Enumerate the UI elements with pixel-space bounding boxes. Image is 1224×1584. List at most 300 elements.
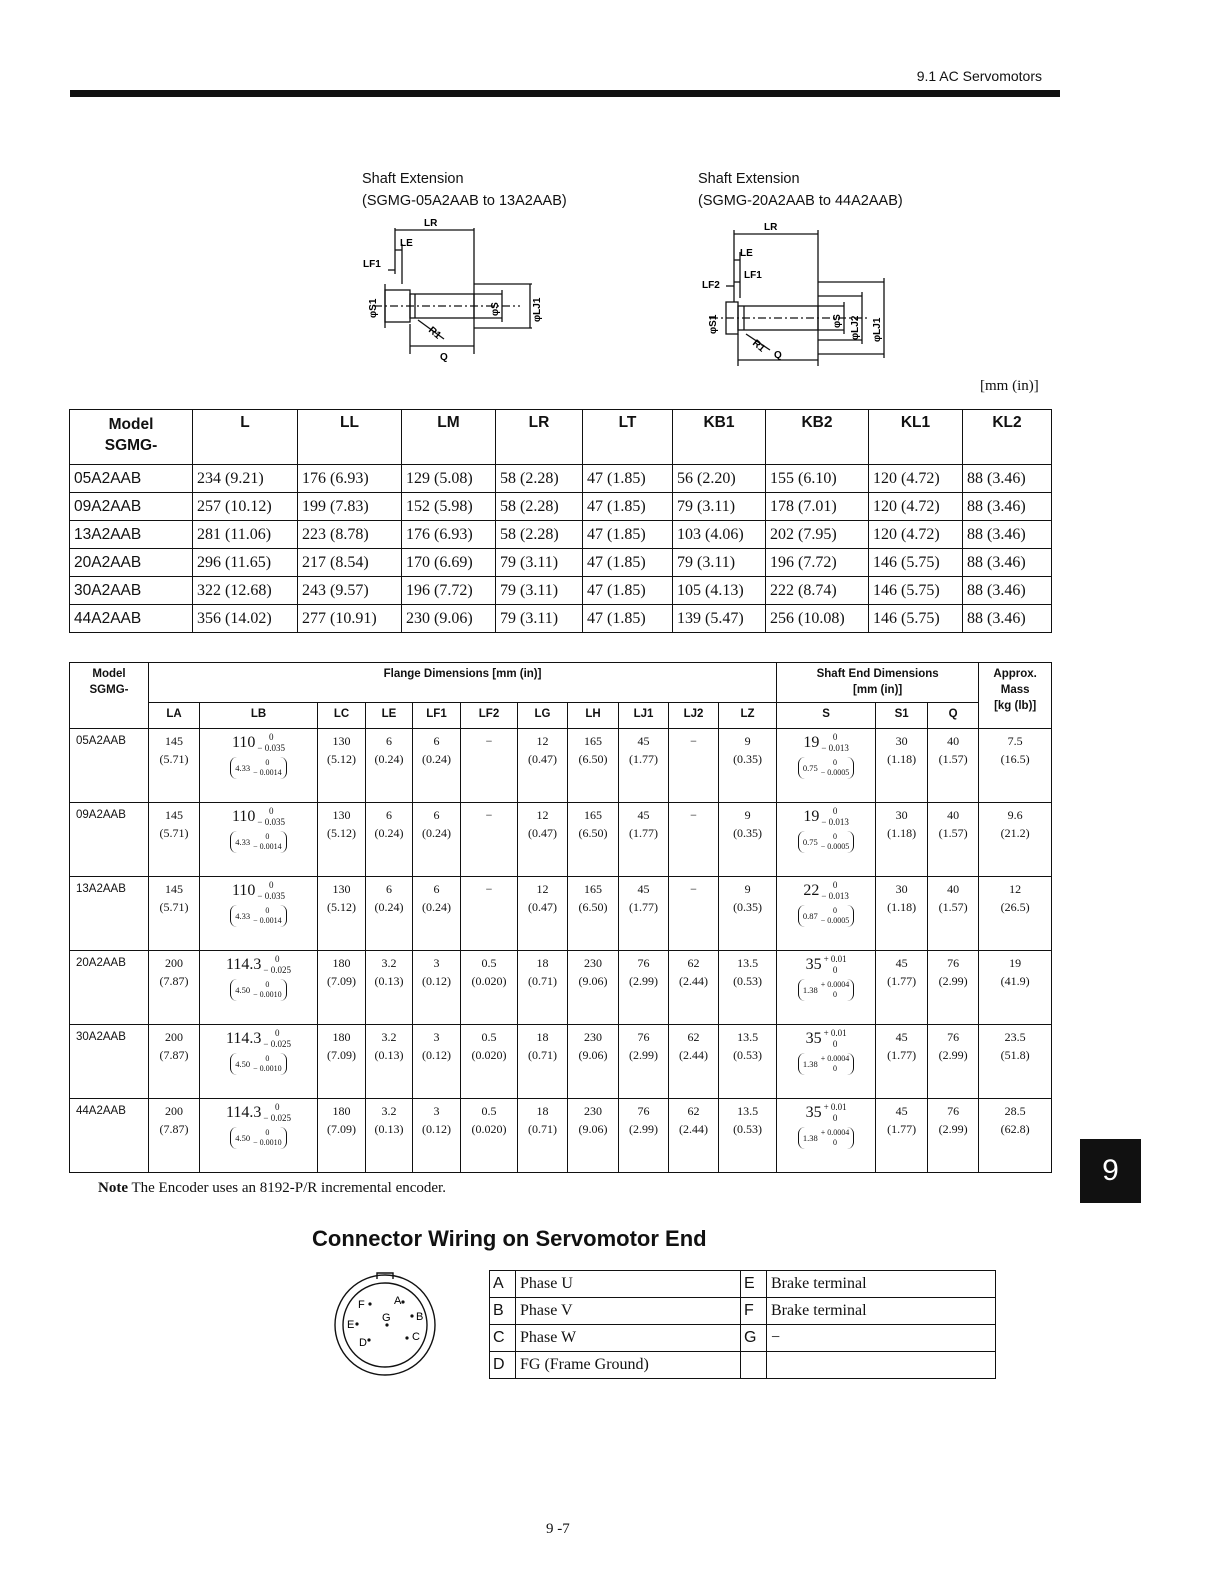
lf1-cell: 6 (0.24)	[413, 729, 461, 803]
lb-lower-in: − 0.0010	[253, 1138, 282, 1147]
dimensions-row	[70, 465, 1052, 493]
lj2-cell: −	[669, 803, 719, 877]
shaft-group-header: Shaft End Dimensions [mm (in)]	[777, 663, 979, 703]
connector-pin-g: G	[382, 1312, 391, 1324]
dimension-cell: 230 (9.06)	[402, 605, 496, 633]
lb-lower: − 0.035	[257, 891, 285, 901]
s-limits	[821, 806, 849, 828]
dimension-cell: 146 (5.75)	[869, 549, 963, 577]
model-cell: 20A2AAB	[70, 549, 193, 577]
lb-limits	[263, 954, 291, 976]
lz-cell: 9 (0.35)	[719, 729, 777, 803]
dimensions-row	[70, 549, 1052, 577]
lb-lower: − 0.025	[263, 965, 291, 975]
lb-tolerance-in-row	[235, 906, 281, 926]
dimension-cell: 79 (3.11)	[496, 577, 583, 605]
dimension-cell: 139 (5.47)	[673, 605, 766, 633]
lf1-cell: 6 (0.24)	[413, 803, 461, 877]
model-cell: 44A2AAB	[70, 605, 193, 633]
pin-letter: A	[490, 1271, 516, 1298]
s-lower: − 0.013	[821, 891, 849, 901]
dim-label-le-2: LE	[740, 248, 753, 259]
dim-label-lj2: φLJ2	[850, 315, 861, 340]
dimension-cell: 322 (12.68)	[193, 577, 298, 605]
dimension-cell: 196 (7.72)	[766, 549, 869, 577]
lb-nominal-in: 4.50	[235, 1132, 251, 1143]
figure-2-caption-line2: (SGMG-20A2AAB to 44A2AAB)	[698, 193, 903, 209]
lb-tolerance-in-row	[235, 1054, 281, 1074]
dimension-cell: 105 (4.13)	[673, 577, 766, 605]
s-tolerance-cell	[777, 1025, 876, 1099]
s-nominal-in: 1.38	[802, 984, 818, 995]
dim-label-s: φS	[490, 302, 501, 316]
dimension-cell: 47 (1.85)	[583, 577, 673, 605]
page-number: 9 -7	[546, 1521, 570, 1537]
s-upper-in: + 0.0004	[820, 980, 850, 989]
header-model: Model SGMG-	[70, 410, 193, 465]
dimension-cell: 47 (1.85)	[583, 549, 673, 577]
mass-cell: 19 (41.9)	[979, 951, 1052, 1025]
lb-tolerance-cell	[200, 1025, 318, 1099]
pin-letter: C	[490, 1325, 516, 1352]
s-upper-in: 0	[833, 758, 838, 767]
la-cell: 145 (5.71)	[149, 803, 200, 877]
s-lower: − 0.013	[821, 817, 849, 827]
lb-upper: 0	[274, 1028, 280, 1038]
dimension-cell: 79 (3.11)	[673, 549, 766, 577]
lj2-cell: 62 (2.44)	[669, 951, 719, 1025]
s-nominal: 19	[803, 808, 820, 825]
dimension-cell: 176 (6.93)	[298, 465, 402, 493]
lb-nominal: 114.3	[226, 956, 262, 973]
pin-letter: G	[741, 1325, 767, 1352]
model-cell: 13A2AAB	[70, 877, 149, 951]
dimension-cell: 120 (4.72)	[869, 493, 963, 521]
le-cell: 3.2 (0.13)	[366, 1025, 413, 1099]
lz-cell: 13.5 (0.53)	[719, 1099, 777, 1173]
header-lr: LR	[496, 410, 583, 465]
subheader-q: Q	[928, 703, 979, 729]
lb-upper: 0	[274, 954, 280, 964]
s-limits-in	[821, 980, 850, 1000]
subheader-lf1: LF1	[413, 703, 461, 729]
subheader-lg: LG	[518, 703, 568, 729]
dimension-cell: 79 (3.11)	[496, 549, 583, 577]
pin-description: Brake terminal	[767, 1298, 996, 1325]
lb-tolerance-in	[230, 757, 286, 779]
la-cell: 145 (5.71)	[149, 729, 200, 803]
flange-row	[70, 729, 1052, 803]
s-nominal: 19	[803, 734, 820, 751]
dim-label-lr-2: LR	[764, 222, 778, 233]
figure-2-caption	[698, 168, 903, 212]
lb-tolerance-cell	[200, 729, 318, 803]
flange-subheader-row	[70, 703, 1052, 729]
dim-label-lr: LR	[424, 218, 438, 229]
s-tolerance-cell	[777, 803, 876, 877]
subheader-le: LE	[366, 703, 413, 729]
flange-row	[70, 803, 1052, 877]
lb-limits-in	[253, 832, 282, 852]
dim-label-lf1: LF1	[363, 259, 381, 270]
dimension-cell: 79 (3.11)	[496, 605, 583, 633]
lb-nominal: 110	[232, 734, 256, 751]
lb-tolerance-mm	[201, 1102, 316, 1124]
s-tolerance-cell	[777, 951, 876, 1025]
s-limits-in	[821, 832, 850, 852]
dim-label-s1: φS1	[368, 298, 379, 318]
q-cell: 40 (1.57)	[928, 803, 979, 877]
connector-pin-e: E	[347, 1319, 355, 1331]
dim-label-r1: R1	[426, 324, 443, 342]
note-text: The Encoder uses an 8192-P/R incremental encoder.	[131, 1180, 446, 1196]
lf2-cell: 0.5 (0.020)	[461, 1025, 518, 1099]
lb-limits	[257, 880, 285, 902]
s-nominal: 35	[805, 1030, 822, 1047]
note-label: Note	[98, 1180, 128, 1196]
s-upper-in: + 0.0004	[820, 1128, 850, 1137]
flange-row	[70, 877, 1052, 951]
lb-lower-in: − 0.0010	[253, 1064, 282, 1073]
dim-label-q: Q	[440, 352, 448, 363]
flange-row	[70, 1025, 1052, 1099]
s-nominal-in: 1.38	[802, 1132, 818, 1143]
dimension-cell: 277 (10.91)	[298, 605, 402, 633]
lf2-cell: 0.5 (0.020)	[461, 951, 518, 1025]
s-limits	[824, 954, 847, 976]
connector-pin-b: B	[416, 1311, 424, 1323]
s-lower-in: − 0.0005	[820, 842, 850, 851]
s-tolerance-mm	[778, 954, 874, 976]
lf1-cell: 3 (0.12)	[413, 951, 461, 1025]
lg-cell: 18 (0.71)	[518, 951, 568, 1025]
lb-limits	[263, 1102, 291, 1124]
dimension-cell: 79 (3.11)	[673, 493, 766, 521]
unit-label: [mm (in)]	[980, 378, 1039, 394]
la-cell: 200 (7.87)	[149, 1099, 200, 1173]
dimension-cell: 88 (3.46)	[963, 493, 1052, 521]
dimension-cell: 56 (2.20)	[673, 465, 766, 493]
la-cell: 200 (7.87)	[149, 951, 200, 1025]
s1-cell: 30 (1.18)	[876, 803, 928, 877]
lb-lower: − 0.025	[263, 1113, 291, 1123]
lc-cell: 130 (5.12)	[318, 877, 366, 951]
dimension-cell: 196 (7.72)	[402, 577, 496, 605]
model-cell: 09A2AAB	[70, 493, 193, 521]
s-lower-in: 0	[833, 1138, 838, 1147]
dimension-cell: 223 (8.78)	[298, 521, 402, 549]
lb-limits-in	[253, 758, 282, 778]
lc-cell: 180 (7.09)	[318, 1025, 366, 1099]
lb-upper-in: 0	[265, 906, 270, 915]
s-nominal-in: 0.87	[802, 910, 818, 921]
le-cell: 6 (0.24)	[366, 803, 413, 877]
shaft-drawing-small	[360, 214, 560, 364]
pin-letter: F	[741, 1298, 767, 1325]
dimension-cell: 47 (1.85)	[583, 465, 673, 493]
dim-label-le: LE	[400, 238, 413, 249]
header-kl2: KL2	[963, 410, 1052, 465]
s-limits	[821, 880, 849, 902]
dimensions-header-row	[70, 410, 1052, 465]
s-nominal: 22	[803, 882, 820, 899]
s-limits	[824, 1028, 847, 1050]
lz-cell: 9 (0.35)	[719, 803, 777, 877]
lc-cell: 130 (5.12)	[318, 729, 366, 803]
model-cell: 13A2AAB	[70, 521, 193, 549]
pin-description: Brake terminal	[767, 1271, 996, 1298]
dimensions-row	[70, 493, 1052, 521]
lb-tolerance-mm	[201, 954, 316, 976]
le-cell: 3.2 (0.13)	[366, 951, 413, 1025]
dimension-cell: 202 (7.95)	[766, 521, 869, 549]
lb-limits	[263, 1028, 291, 1050]
header-kl1: KL1	[869, 410, 963, 465]
lb-nominal: 114.3	[226, 1030, 262, 1047]
lb-lower: − 0.035	[257, 743, 285, 753]
le-cell: 6 (0.24)	[366, 877, 413, 951]
mass-cell: 28.5 (62.8)	[979, 1099, 1052, 1173]
lf2-cell: −	[461, 877, 518, 951]
s-tolerance-in	[798, 979, 854, 1001]
lb-upper: 0	[268, 732, 274, 742]
s-nominal-in: 0.75	[802, 762, 818, 773]
lc-cell: 180 (7.09)	[318, 1099, 366, 1173]
dim-label-lf1-2: LF1	[744, 270, 762, 281]
lg-cell: 12 (0.47)	[518, 803, 568, 877]
header-kb2: KB2	[766, 410, 869, 465]
dimensions-row	[70, 521, 1052, 549]
q-cell: 76 (2.99)	[928, 1025, 979, 1099]
mass-cell: 9.6 (21.2)	[979, 803, 1052, 877]
s-limits	[824, 1102, 847, 1124]
s-upper: + 0.01	[823, 1102, 847, 1112]
lb-nominal: 114.3	[226, 1104, 262, 1121]
dimension-cell: 356 (14.02)	[193, 605, 298, 633]
s-lower-in: 0	[833, 990, 838, 999]
dim-label-r1-2: R1	[750, 337, 767, 355]
dimension-cell: 88 (3.46)	[963, 465, 1052, 493]
mass-cell: 23.5 (51.8)	[979, 1025, 1052, 1099]
lb-upper-in: 0	[265, 758, 270, 767]
s-limits-in	[821, 1054, 850, 1074]
mass-cell: 12 (26.5)	[979, 877, 1052, 951]
connector-pin-table	[489, 1270, 996, 1379]
dim-label-s1-2: φS1	[708, 314, 719, 334]
pin-description: FG (Frame Ground)	[516, 1352, 741, 1379]
subheader-lj2: LJ2	[669, 703, 719, 729]
dimension-cell: 155 (6.10)	[766, 465, 869, 493]
subheader-s: S	[777, 703, 876, 729]
s1-cell: 30 (1.18)	[876, 729, 928, 803]
dimension-cell: 176 (6.93)	[402, 521, 496, 549]
pin-description: Phase V	[516, 1298, 741, 1325]
dimension-cell: 129 (5.08)	[402, 465, 496, 493]
figure-1-caption-line2: (SGMG-05A2AAB to 13A2AAB)	[362, 193, 567, 209]
pin-row	[490, 1298, 996, 1325]
s-limits-in	[821, 906, 850, 926]
lf1-cell: 3 (0.12)	[413, 1099, 461, 1173]
s-tolerance-mm	[778, 732, 874, 754]
lh-cell: 165 (6.50)	[568, 803, 619, 877]
s-upper: + 0.01	[823, 954, 847, 964]
q-cell: 76 (2.99)	[928, 1099, 979, 1173]
lb-tolerance-in	[230, 979, 286, 1001]
subheader-s1: S1	[876, 703, 928, 729]
s-nominal: 35	[805, 1104, 822, 1121]
connector-pin-d: D	[359, 1337, 367, 1349]
flange-row	[70, 1099, 1052, 1173]
dim-label-q-2: Q	[774, 350, 782, 361]
s-tolerance-in	[798, 905, 854, 927]
dimension-cell: 146 (5.75)	[869, 577, 963, 605]
s-upper: 0	[832, 732, 838, 742]
figure-2-caption-line1: Shaft Extension	[698, 171, 800, 187]
q-cell: 76 (2.99)	[928, 951, 979, 1025]
s-lower: 0	[832, 1113, 838, 1123]
s-tolerance-cell	[777, 1099, 876, 1173]
lh-cell: 165 (6.50)	[568, 729, 619, 803]
lb-tolerance-in	[230, 831, 286, 853]
dimension-cell: 47 (1.85)	[583, 605, 673, 633]
dimension-cell: 257 (10.12)	[193, 493, 298, 521]
pin-letter: E	[741, 1271, 767, 1298]
header-l: L	[193, 410, 298, 465]
mass-cell: 7.5 (16.5)	[979, 729, 1052, 803]
connector-icon	[330, 1270, 446, 1380]
lh-cell: 230 (9.06)	[568, 1099, 619, 1173]
lf1-cell: 6 (0.24)	[413, 877, 461, 951]
s-tolerance-in	[798, 831, 854, 853]
pin-description: Phase U	[516, 1271, 741, 1298]
lb-lower: − 0.035	[257, 817, 285, 827]
figure-1-caption-line1: Shaft Extension	[362, 171, 464, 187]
lb-tolerance-in-row	[235, 980, 281, 1000]
lj1-cell: 45 (1.77)	[619, 803, 669, 877]
dimension-cell: 234 (9.21)	[193, 465, 298, 493]
header-title: 9.1 AC Servomotors	[916, 68, 1042, 84]
s-upper: + 0.01	[823, 1028, 847, 1038]
lb-upper: 0	[268, 806, 274, 816]
dimension-cell: 88 (3.46)	[963, 605, 1052, 633]
lj1-cell: 45 (1.77)	[619, 877, 669, 951]
connector-heading: Connector Wiring on Servomotor End	[312, 1226, 707, 1251]
lh-cell: 230 (9.06)	[568, 1025, 619, 1099]
header-kb1: KB1	[673, 410, 766, 465]
dimension-cell: 281 (11.06)	[193, 521, 298, 549]
subheader-la: LA	[149, 703, 200, 729]
lb-nominal-in: 4.33	[235, 836, 251, 847]
model-cell: 30A2AAB	[70, 577, 193, 605]
model-cell: 05A2AAB	[70, 729, 149, 803]
s-tolerance-mm	[778, 880, 874, 902]
model-cell: 30A2AAB	[70, 1025, 149, 1099]
lh-cell: 165 (6.50)	[568, 877, 619, 951]
lj2-cell: −	[669, 729, 719, 803]
dim-label-s-2: φS	[832, 314, 843, 328]
dimension-cell: 47 (1.85)	[583, 493, 673, 521]
s-lower-in: − 0.0005	[820, 768, 850, 777]
lj1-cell: 76 (2.99)	[619, 951, 669, 1025]
lg-cell: 12 (0.47)	[518, 877, 568, 951]
connector-pin-a: A	[394, 1295, 402, 1307]
lb-tolerance-cell	[200, 877, 318, 951]
le-cell: 6 (0.24)	[366, 729, 413, 803]
s-lower: 0	[832, 1039, 838, 1049]
la-cell: 145 (5.71)	[149, 877, 200, 951]
s-tolerance-mm	[778, 1102, 874, 1124]
s-lower-in: 0	[833, 1064, 838, 1073]
dimension-cell: 217 (8.54)	[298, 549, 402, 577]
subheader-lh: LH	[568, 703, 619, 729]
s-tolerance-in-row	[803, 832, 849, 852]
subheader-lb: LB	[200, 703, 318, 729]
lb-upper-in: 0	[265, 980, 270, 989]
lb-limits-in	[253, 906, 282, 926]
lb-tolerance-in-row	[235, 832, 281, 852]
s-tolerance-in	[798, 1053, 854, 1075]
header-lm: LM	[402, 410, 496, 465]
chapter-tab-badge: 9	[1080, 1139, 1141, 1203]
s1-cell: 45 (1.77)	[876, 1025, 928, 1099]
header-lt: LT	[583, 410, 673, 465]
lb-lower-in: − 0.0014	[253, 916, 282, 925]
dimension-cell: 47 (1.85)	[583, 521, 673, 549]
dimension-cell: 58 (2.28)	[496, 465, 583, 493]
lb-lower: − 0.025	[263, 1039, 291, 1049]
dimension-cell: 199 (7.83)	[298, 493, 402, 521]
subheader-lf2: LF2	[461, 703, 518, 729]
pin-letter: D	[490, 1352, 516, 1379]
dimension-cell: 88 (3.46)	[963, 577, 1052, 605]
pin-row	[490, 1325, 996, 1352]
lf2-cell: −	[461, 803, 518, 877]
flange-group-row	[70, 663, 1052, 703]
s-limits	[821, 732, 849, 754]
lb-nominal-in: 4.33	[235, 762, 251, 773]
s-tolerance-mm	[778, 1028, 874, 1050]
lb-nominal-in: 4.33	[235, 910, 251, 921]
lf1-cell: 3 (0.12)	[413, 1025, 461, 1099]
lz-cell: 9 (0.35)	[719, 877, 777, 951]
model-cell: 05A2AAB	[70, 465, 193, 493]
dimension-cell: 243 (9.57)	[298, 577, 402, 605]
lb-nominal: 110	[232, 808, 256, 825]
lf2-cell: −	[461, 729, 518, 803]
lc-cell: 130 (5.12)	[318, 803, 366, 877]
pin-description: Phase W	[516, 1325, 741, 1352]
le-cell: 3.2 (0.13)	[366, 1099, 413, 1173]
s-nominal-in: 0.75	[802, 836, 818, 847]
subheader-lc: LC	[318, 703, 366, 729]
subheader-lz: LZ	[719, 703, 777, 729]
s-nominal-in: 1.38	[802, 1058, 818, 1069]
q-cell: 40 (1.57)	[928, 729, 979, 803]
dimension-cell: 88 (3.46)	[963, 549, 1052, 577]
header-rule	[70, 90, 1060, 97]
flange-header-model: Model SGMG-	[70, 663, 149, 729]
connector-pin-f: F	[358, 1299, 365, 1311]
flange-row	[70, 951, 1052, 1025]
s-tolerance-cell	[777, 877, 876, 951]
lb-limits-in	[253, 1128, 282, 1148]
lz-cell: 13.5 (0.53)	[719, 951, 777, 1025]
s1-cell: 45 (1.77)	[876, 1099, 928, 1173]
s-lower: 0	[832, 965, 838, 975]
dimension-cell: 152 (5.98)	[402, 493, 496, 521]
lb-upper-in: 0	[265, 832, 270, 841]
lf2-cell: 0.5 (0.020)	[461, 1099, 518, 1173]
